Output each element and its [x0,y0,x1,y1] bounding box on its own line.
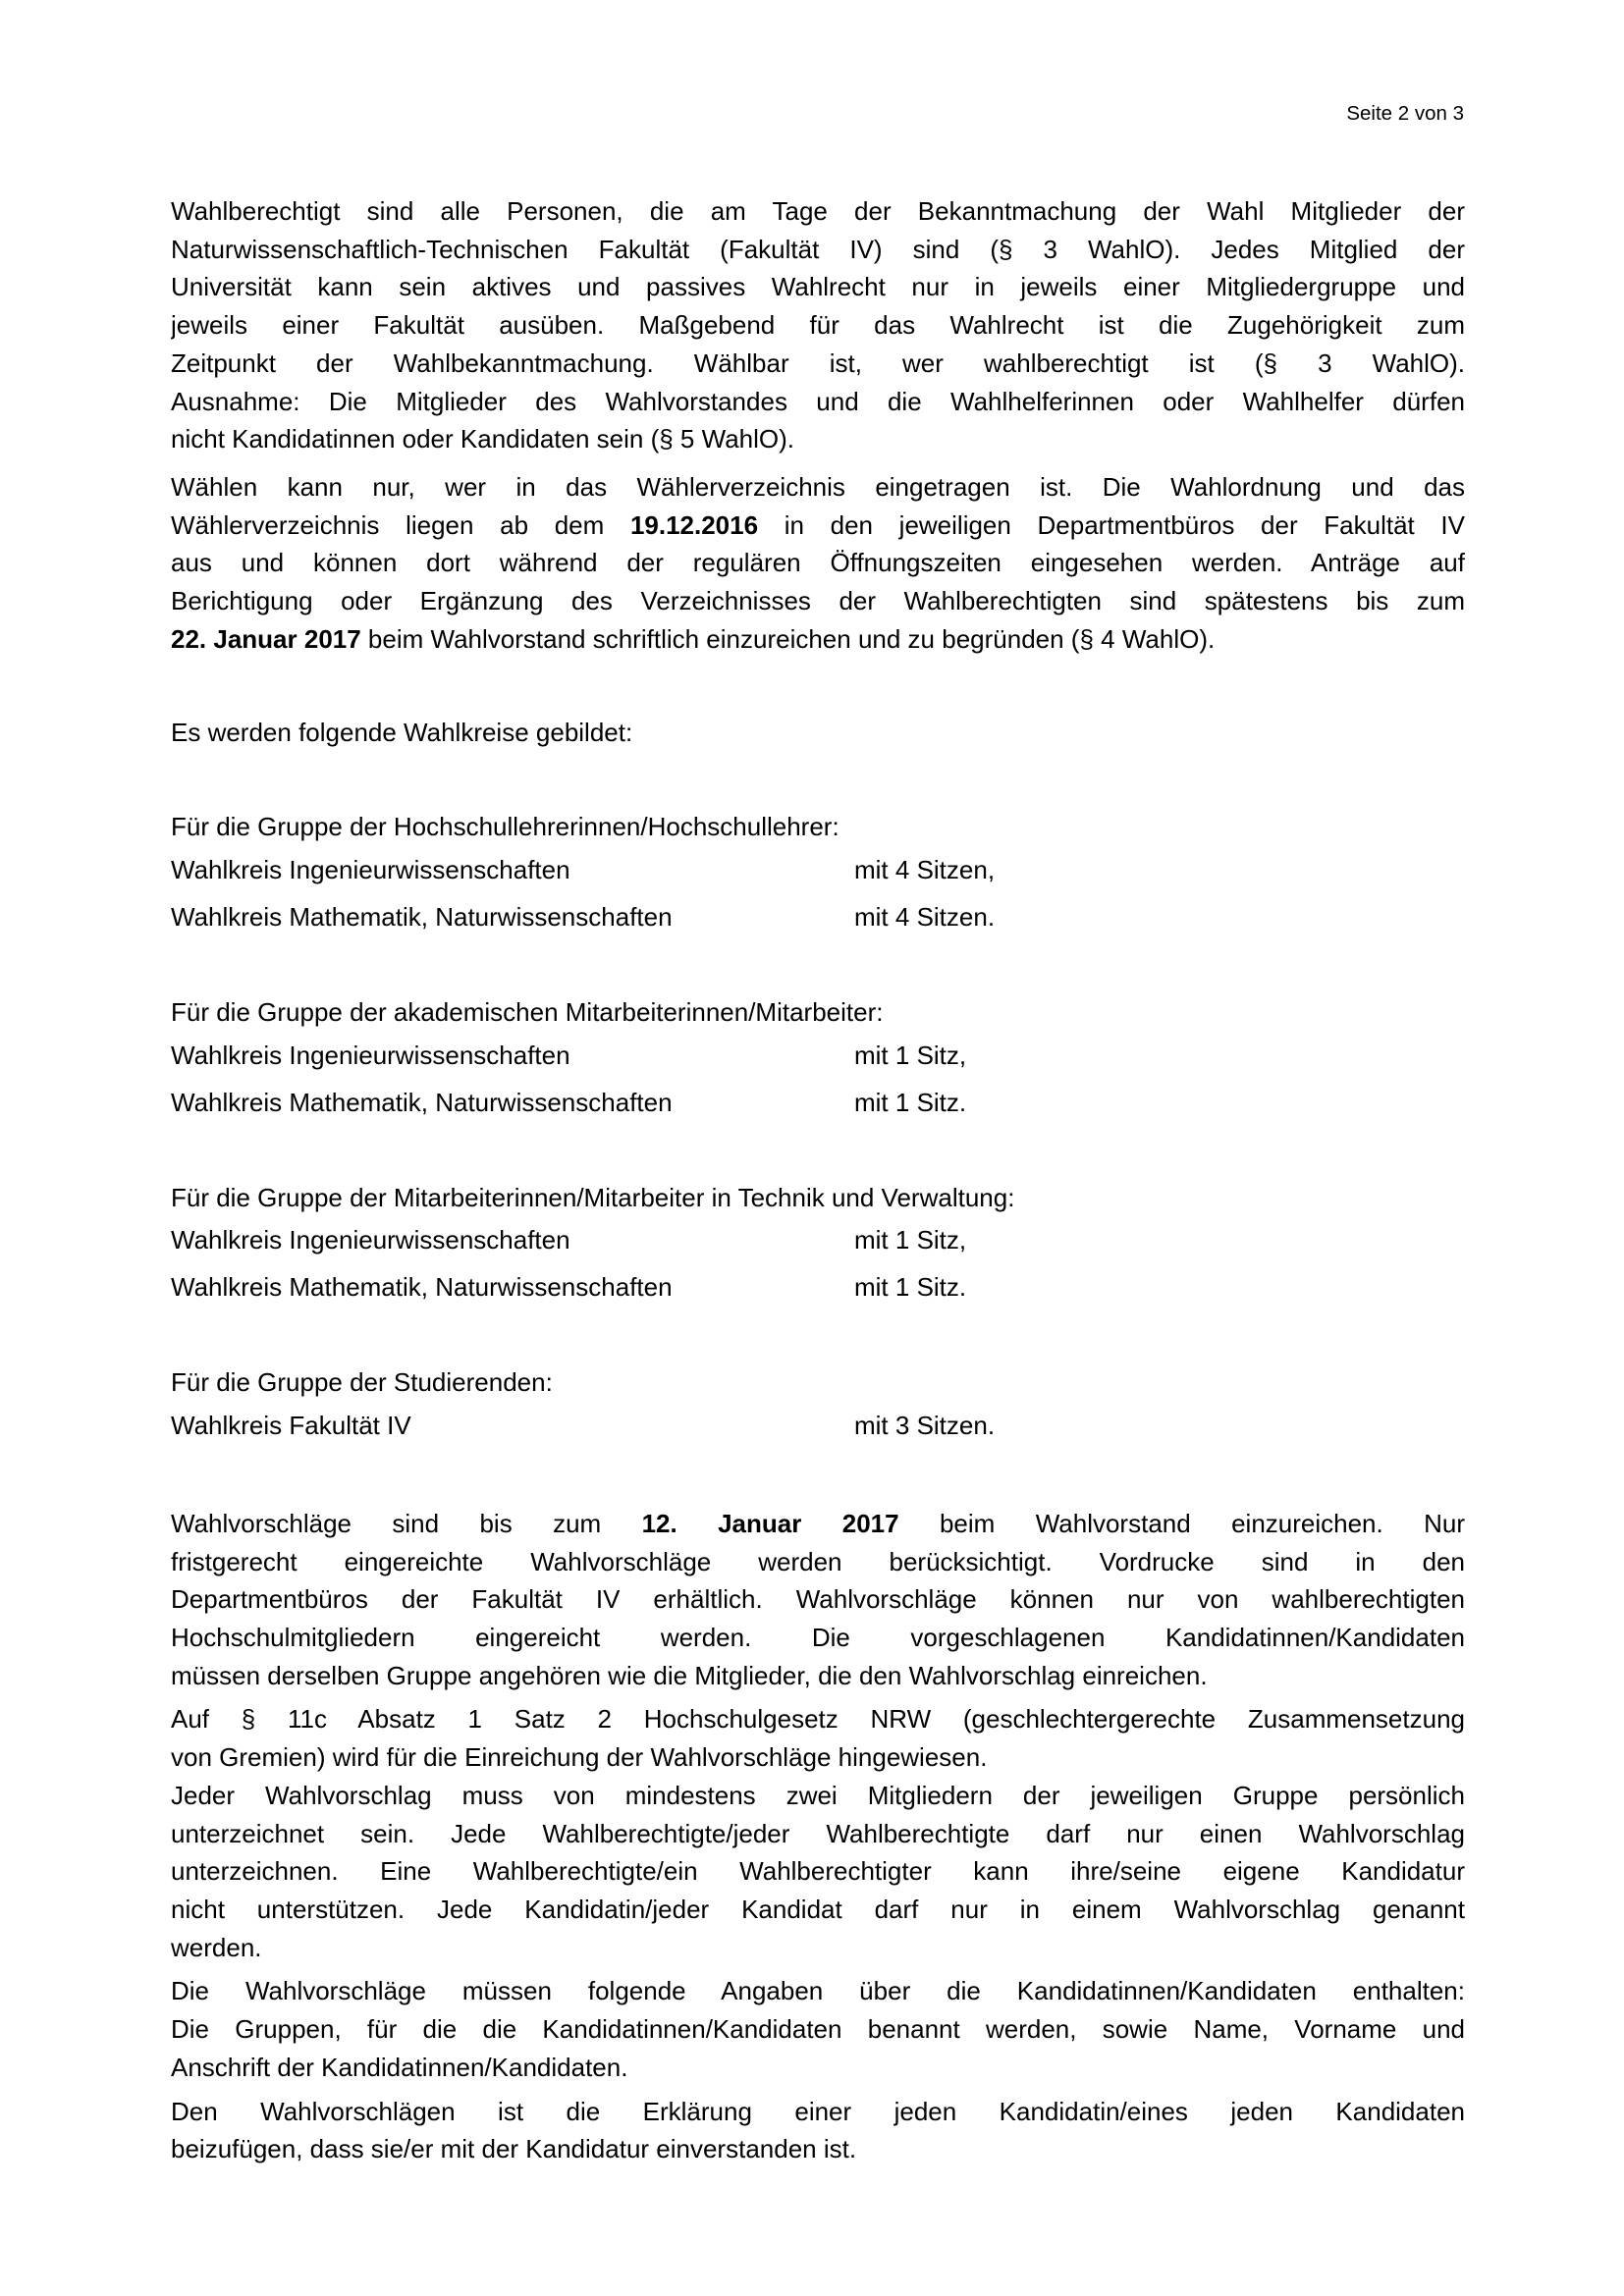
page-number: Seite 2 von 3 [1346,102,1464,125]
text-line: müssen derselben Gruppe angehören wie die Mitglieder, die den Wahlvorschlag einreichen. [171,1660,1208,1690]
text-line: nicht unterstützen. Jede Kandidatin/jeder Kandidat darf nur in einem Wahlvorschlag genannt [171,1894,1465,1924]
wahlkreis-name: Wahlkreis Mathematik, Naturwissenschaften [171,1087,673,1117]
wahlkreis-name: Wahlkreis Ingenieurwissenschaften [171,1225,570,1255]
register-date: 19.12.2016 [629,509,759,540]
text-line: Den Wahlvorschlägen ist die Erklärung einer jeden Kandidatin/eines jeden Kandidaten [171,2096,1465,2126]
wahlkreise-intro: Es werden folgende Wahlkreise gebildet: [171,718,633,748]
text-line: Ausnahme: Die Mitglieder des Wahlvorstandes und die Wahlhelferinnen oder Wahlhelfer dürfen [171,386,1465,416]
text-line: von Gremien) wird für die Einreichung der Wahlvorschläge hingewiesen. [171,1742,988,1773]
text-line: nicht Kandidatinnen oder Kandidaten sein (§ 5 WahlO). [171,424,794,454]
text-line: fristgerecht eingereichte Wahlvorschläge werden berücksichtigt. Vordrucke sind in den [171,1546,1465,1576]
wahlkreis-seats: mit 1 Sitz. [854,1272,967,1303]
wahlkreis-row [171,1216,1465,1263]
wahlkreis-seats: mit 1 Sitz, [854,1225,967,1255]
group-studierende [171,1363,1465,1449]
signature-rules-paragraph [171,1777,1465,1967]
group-technik-verwaltung [171,1179,1465,1311]
voter-register-paragraph [171,468,1465,659]
text-line: beizufügen, dass sie/er mit der Kandidatur einverstanden ist. [171,2134,857,2164]
text-line: Berichtigung oder Ergänzung des Verzeichnisses der Wahlberechtigten sind spätestens bis zum [171,586,1465,616]
text-line: Anschrift der Kandidatinnen/Kandidaten. [171,2052,628,2082]
wahlkreis-seats: mit 4 Sitzen. [854,901,996,932]
text-line: Wählen kann nur, wer in das Wählerverzeichnis eingetragen ist. Die Wahlordnung und das [171,471,1465,502]
text-line: unterzeichnet sein. Jede Wahlberechtigte/jeder Wahlberechtigte darf nur einen Wahlvorschlag [171,1818,1465,1848]
text-line: Naturwissenschaftlich-Technischen Fakultät (Fakultät IV) sind (§ 3 WahlO). Jedes Mitglied der [171,234,1465,264]
text-line: unterzeichnen. Eine Wahlberechtigte/ein Wahlberechtigter kann ihre/seine eigene Kandidatur [171,1856,1465,1887]
objection-deadline: 22. Januar 2017 [171,623,361,654]
text-line: Wählerverzeichnis liegen ab dem 19.12.2016 in den jeweiligen Departmentbüros der Fakultät IV [171,509,1465,540]
text-line: Die Wahlvorschläge müssen folgende Angaben über die Kandidatinnen/Kandidaten enthalten: [171,1976,1465,2006]
document-body [171,192,1465,2168]
text-line: Wahlvorschläge sind bis zum 12. Januar 2017 beim Wahlvorstand einzureichen. Nur [171,1508,1465,1538]
wahlkreis-row [171,1263,1465,1310]
wahlkreis-name: Wahlkreis Ingenieurwissenschaften [171,1040,570,1070]
wahlkreis-name: Wahlkreis Mathematik, Naturwissenschaften [171,1272,673,1303]
wahlkreis-name: Wahlkreis Fakultät IV [171,1410,411,1440]
group-title: Für die Gruppe der Studierenden: [171,1367,553,1398]
text-line: Wahlberechtigt sind alle Personen, die am Tage der Bekanntmachung der Wahl Mitglieder der [171,196,1465,226]
text-line: werden. [171,1932,262,1962]
wahlkreis-row [171,1079,1465,1126]
wahlkreis-seats: mit 3 Sitzen. [854,1410,996,1440]
wahlkreis-row [171,1402,1465,1449]
group-title: Für die Gruppe der akademischen Mitarbeiterinnen/Mitarbeiter: [171,996,884,1027]
wahlkreis-seats: mit 1 Sitz, [854,1040,967,1070]
gender-balance-paragraph [171,1700,1465,1776]
text-line: Auf § 11c Absatz 1 Satz 2 Hochschulgesetz NRW (geschlechtergerechte Zusammensetzung [171,1704,1465,1735]
text-line: Die Gruppen, für die die Kandidatinnen/Kandidaten benannt werden, sowie Name, Vorname und [171,2014,1465,2045]
wahlkreis-name: Wahlkreis Ingenieurwissenschaften [171,854,570,884]
wahlkreis-name: Wahlkreis Mathematik, Naturwissenschaften [171,901,673,932]
text-line: Hochschulmitgliedern eingereicht werden. Die vorgeschlagenen Kandidatinnen/Kandidaten [171,1623,1465,1653]
group-title: Für die Gruppe der Hochschullehrerinnen/Hochschullehrer: [171,812,839,842]
consent-paragraph [171,2093,1465,2168]
nomination-deadline: 12. Januar 2017 [641,1508,899,1538]
group-title: Für die Gruppe der Mitarbeiterinnen/Mitarbeiter in Technik und Verwaltung: [171,1182,1015,1212]
required-details-paragraph [171,1972,1465,2086]
wahlkreis-row [171,846,1465,893]
group-hochschullehrer [171,808,1465,940]
text-line: Zeitpunkt der Wahlbekanntmachung. Wählbar ist, wer wahlberechtigt ist (§ 3 WahlO). [171,347,1465,378]
text-line: jeweils einer Fakultät ausüben. Maßgebend für das Wahlrecht ist die Zugehörigkeit zum [171,310,1465,341]
text-line: Universität kann sein aktives und passives Wahlrecht nur in jeweils einer Mitgliedergruppe und [171,272,1465,302]
eligibility-paragraph [171,192,1465,458]
text-line: aus und können dort während der regulären Öffnungszeiten eingesehen werden. Anträge auf [171,548,1465,578]
group-akademische-mitarbeiter [171,993,1465,1126]
nominations-paragraph [171,1505,1465,1695]
wahlkreis-row [171,1032,1465,1079]
wahlkreis-row [171,893,1465,940]
wahlkreis-seats: mit 4 Sitzen, [854,854,996,884]
wahlkreis-seats: mit 1 Sitz. [854,1087,967,1117]
text-line: Jeder Wahlvorschlag muss von mindestens zwei Mitgliedern der jeweiligen Gruppe persönlich [171,1780,1465,1810]
text-line: 22. Januar 2017 beim Wahlvorstand schriftlich einzureichen und zu begründen (§ 4 WahlO). [171,623,1216,654]
text-line: Departmentbüros der Fakultät IV erhältlich. Wahlvorschläge können nur von wahlberechtigten [171,1584,1465,1615]
